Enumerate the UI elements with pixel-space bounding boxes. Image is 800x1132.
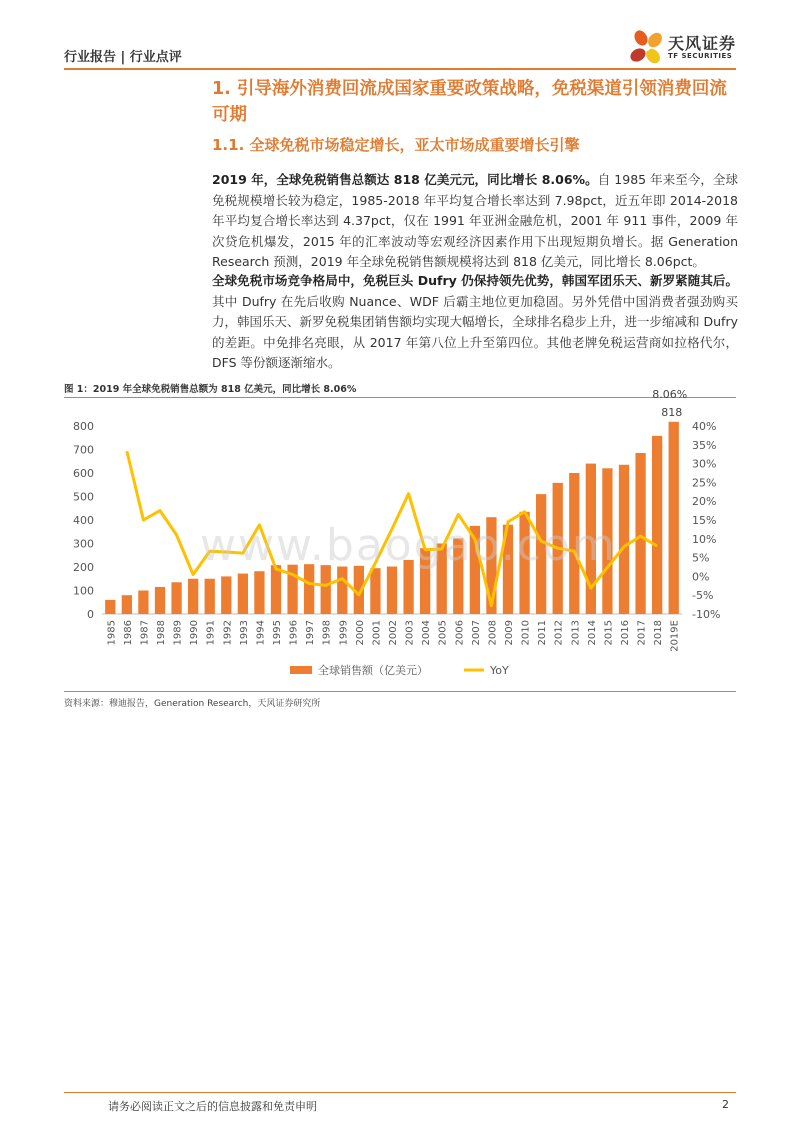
legend-bar-label: 全球销售额（亿美元） [318, 664, 428, 677]
footer-divider [64, 1092, 736, 1093]
x-axis-year-label: 2004 [421, 620, 433, 646]
x-axis-year-label: 2018 [653, 620, 665, 646]
x-axis-year-label: 1995 [272, 620, 283, 646]
x-axis-year-label: 1988 [156, 620, 167, 646]
x-axis-year-label: 1989 [172, 620, 184, 646]
report-category: 行业报告 | 行业点评 [64, 50, 182, 65]
x-axis-year-label: 1993 [238, 620, 250, 646]
left-axis-tick-label: 400 [73, 514, 94, 527]
x-axis-year-label: 1996 [288, 620, 300, 646]
right-axis-tick-label: 30% [692, 457, 717, 471]
x-axis-year-label: 2005 [437, 620, 449, 646]
right-axis-tick-label: 35% [692, 438, 717, 452]
sales-bar [105, 600, 115, 614]
x-axis-year-label: 2007 [470, 620, 482, 646]
sales-bar [337, 567, 347, 614]
x-axis-year-label: 1997 [305, 620, 317, 646]
sales-bar [221, 576, 231, 614]
right-axis-tick-label: 20% [692, 495, 717, 509]
watermark: www.baogao.com [200, 520, 617, 571]
left-axis-tick-label: 800 [73, 420, 94, 433]
sales-bar [171, 582, 181, 614]
x-axis-year-label: 1987 [139, 620, 151, 646]
x-axis-year-label: 1990 [189, 620, 201, 646]
sales-bar [205, 579, 215, 614]
figure-title: 图 1：2019 年全球免税销售总额为 818 亿美元，同比增长 8.06% [64, 384, 357, 395]
figure-bottom-divider [64, 691, 736, 692]
left-axis-tick-label: 0 [87, 608, 94, 621]
right-axis-tick-label: -5% [692, 589, 714, 603]
x-axis-year-label: 2016 [620, 620, 631, 646]
logo-chinese-name: 天风证券 [668, 34, 737, 53]
x-axis-year-label: 2008 [487, 620, 499, 646]
left-axis-tick-label: 600 [73, 467, 94, 480]
sales-bar [238, 574, 248, 614]
x-axis-year-label: 2003 [404, 620, 416, 646]
sales-bar [669, 422, 679, 614]
figure-source: 资料来源：穆迪报告，Generation Research，天风证券研究所 [64, 699, 321, 709]
left-axis-tick-label: 200 [73, 561, 94, 574]
right-axis-tick-label: 40% [692, 420, 717, 433]
paragraph-lead: 2019 年，全球免税销售总额达 818 亿美元元，同比增长 8.06%。 [212, 172, 598, 187]
left-axis-tick-label: 500 [73, 490, 94, 504]
x-axis-year-label: 2000 [354, 620, 366, 646]
x-axis-year-label: 1992 [222, 620, 234, 646]
x-axis-year-label: 2009 [504, 620, 515, 646]
x-axis-year-label: 2014 [586, 620, 598, 646]
sales-bar [370, 568, 380, 614]
section-heading: 1. 引导海外消费回流成国家重要政策战略，免税渠道引领消费回流可期 [212, 79, 727, 125]
right-axis-tick-label: 15% [692, 514, 717, 527]
paragraph-market-size [212, 170, 738, 273]
x-axis-year-label: 1985 [106, 620, 118, 646]
x-axis-year-label: 2011 [537, 620, 549, 646]
sales-bar [652, 436, 662, 614]
sales-bar [138, 591, 148, 615]
paragraph-body: 其中 Dufry 在先后收购 Nuance、WDF 后霸主地位更加稳固。另外凭借中国消费者强劲购买力，韩国乐天、新罗免税集团销售额均实现大幅增长，全球排名稳步上升，进一步缩减和 Dufry 的差距。中免排名亮眼，从 2017 年第八位上升至第四位。其他老牌免税运营商如拉格代尔，DFS 等份额逐渐缩水。 [212, 293, 738, 370]
legend-line-label: YoY [490, 664, 509, 677]
sales-bar [321, 565, 331, 614]
last-yoy-value-label: 8.06% [652, 388, 688, 401]
sales-bar [387, 567, 397, 614]
sales-bar [271, 565, 281, 614]
x-axis-year-label: 2015 [603, 620, 615, 646]
right-axis-tick-label: 25% [692, 476, 717, 490]
x-axis-year-label: 1991 [205, 620, 217, 646]
page-number: 2 [722, 1098, 729, 1111]
right-axis-tick-label: 10% [692, 532, 717, 546]
x-axis-year-label: 2017 [636, 620, 648, 646]
sales-bar [635, 453, 645, 614]
left-axis-tick-label: 700 [73, 443, 94, 457]
sales-bar [155, 587, 165, 614]
x-axis-year-label: 1994 [255, 620, 267, 646]
left-axis-tick-label: 100 [73, 584, 94, 598]
sales-bar [254, 571, 264, 614]
x-axis-year-label: 2012 [553, 620, 565, 646]
right-axis-tick-label: 5% [692, 551, 710, 565]
x-axis-year-label: 1986 [122, 620, 134, 646]
x-axis-year-label: 1998 [321, 620, 333, 646]
x-axis-year-label: 2002 [388, 620, 399, 646]
pinwheel-logo-icon [628, 28, 666, 68]
logo-english-name: TF SECURITIES [668, 52, 733, 60]
legend-bar-swatch [290, 666, 312, 674]
header-divider [64, 68, 736, 70]
sales-bar [619, 465, 629, 614]
footer-disclaimer: 请务必阅读正文之后的信息披露和免责申明 [108, 1100, 317, 1113]
x-axis-year-label: 1999 [338, 620, 350, 646]
sales-bar [122, 595, 132, 614]
sales-bar [304, 564, 314, 614]
right-axis-tick-label: -10% [692, 608, 721, 621]
x-axis-year-label: 2001 [371, 620, 383, 646]
paragraph-body: 自 1985 年来至今，全球免税规模增长较为稳定，1985-2018 年平均复合增长率达到 7.98pct，近五年即 2014-2018 年平均复合增长率达到 4.37pct，仅在 1991 年亚洲金融危机，2001 年 911 事件，2009 年次贷危机爆发，2015 年的汇率波动等宏观经济因素作用下出现短期负增长。据 Generation Research 预测，2019 年全球免税销售额规模将达到 818 亿美元，同比增长 8.06pct。 [212, 172, 738, 269]
paragraph-lead: 全球免税市场竞争格局中，免税巨头 Dufry 仍保持领先优势，韩国军团乐天、新罗紧随其后。 [212, 273, 738, 288]
paragraph-competition [212, 271, 738, 374]
x-axis-year-label: 2010 [520, 620, 532, 646]
x-axis-year-label: 2013 [570, 620, 582, 646]
last-bar-value-label: 818 [661, 405, 683, 419]
company-logo [628, 28, 740, 68]
right-axis-tick-label: 0% [692, 570, 710, 584]
left-axis-tick-label: 300 [73, 537, 94, 551]
subsection-heading: 1.1. 全球免税市场稳定增长，亚太市场成重要增长引擎 [212, 136, 580, 154]
x-axis-year-label: 2019E [669, 620, 681, 652]
x-axis-year-label: 2006 [454, 620, 466, 646]
sales-bar [188, 579, 198, 614]
